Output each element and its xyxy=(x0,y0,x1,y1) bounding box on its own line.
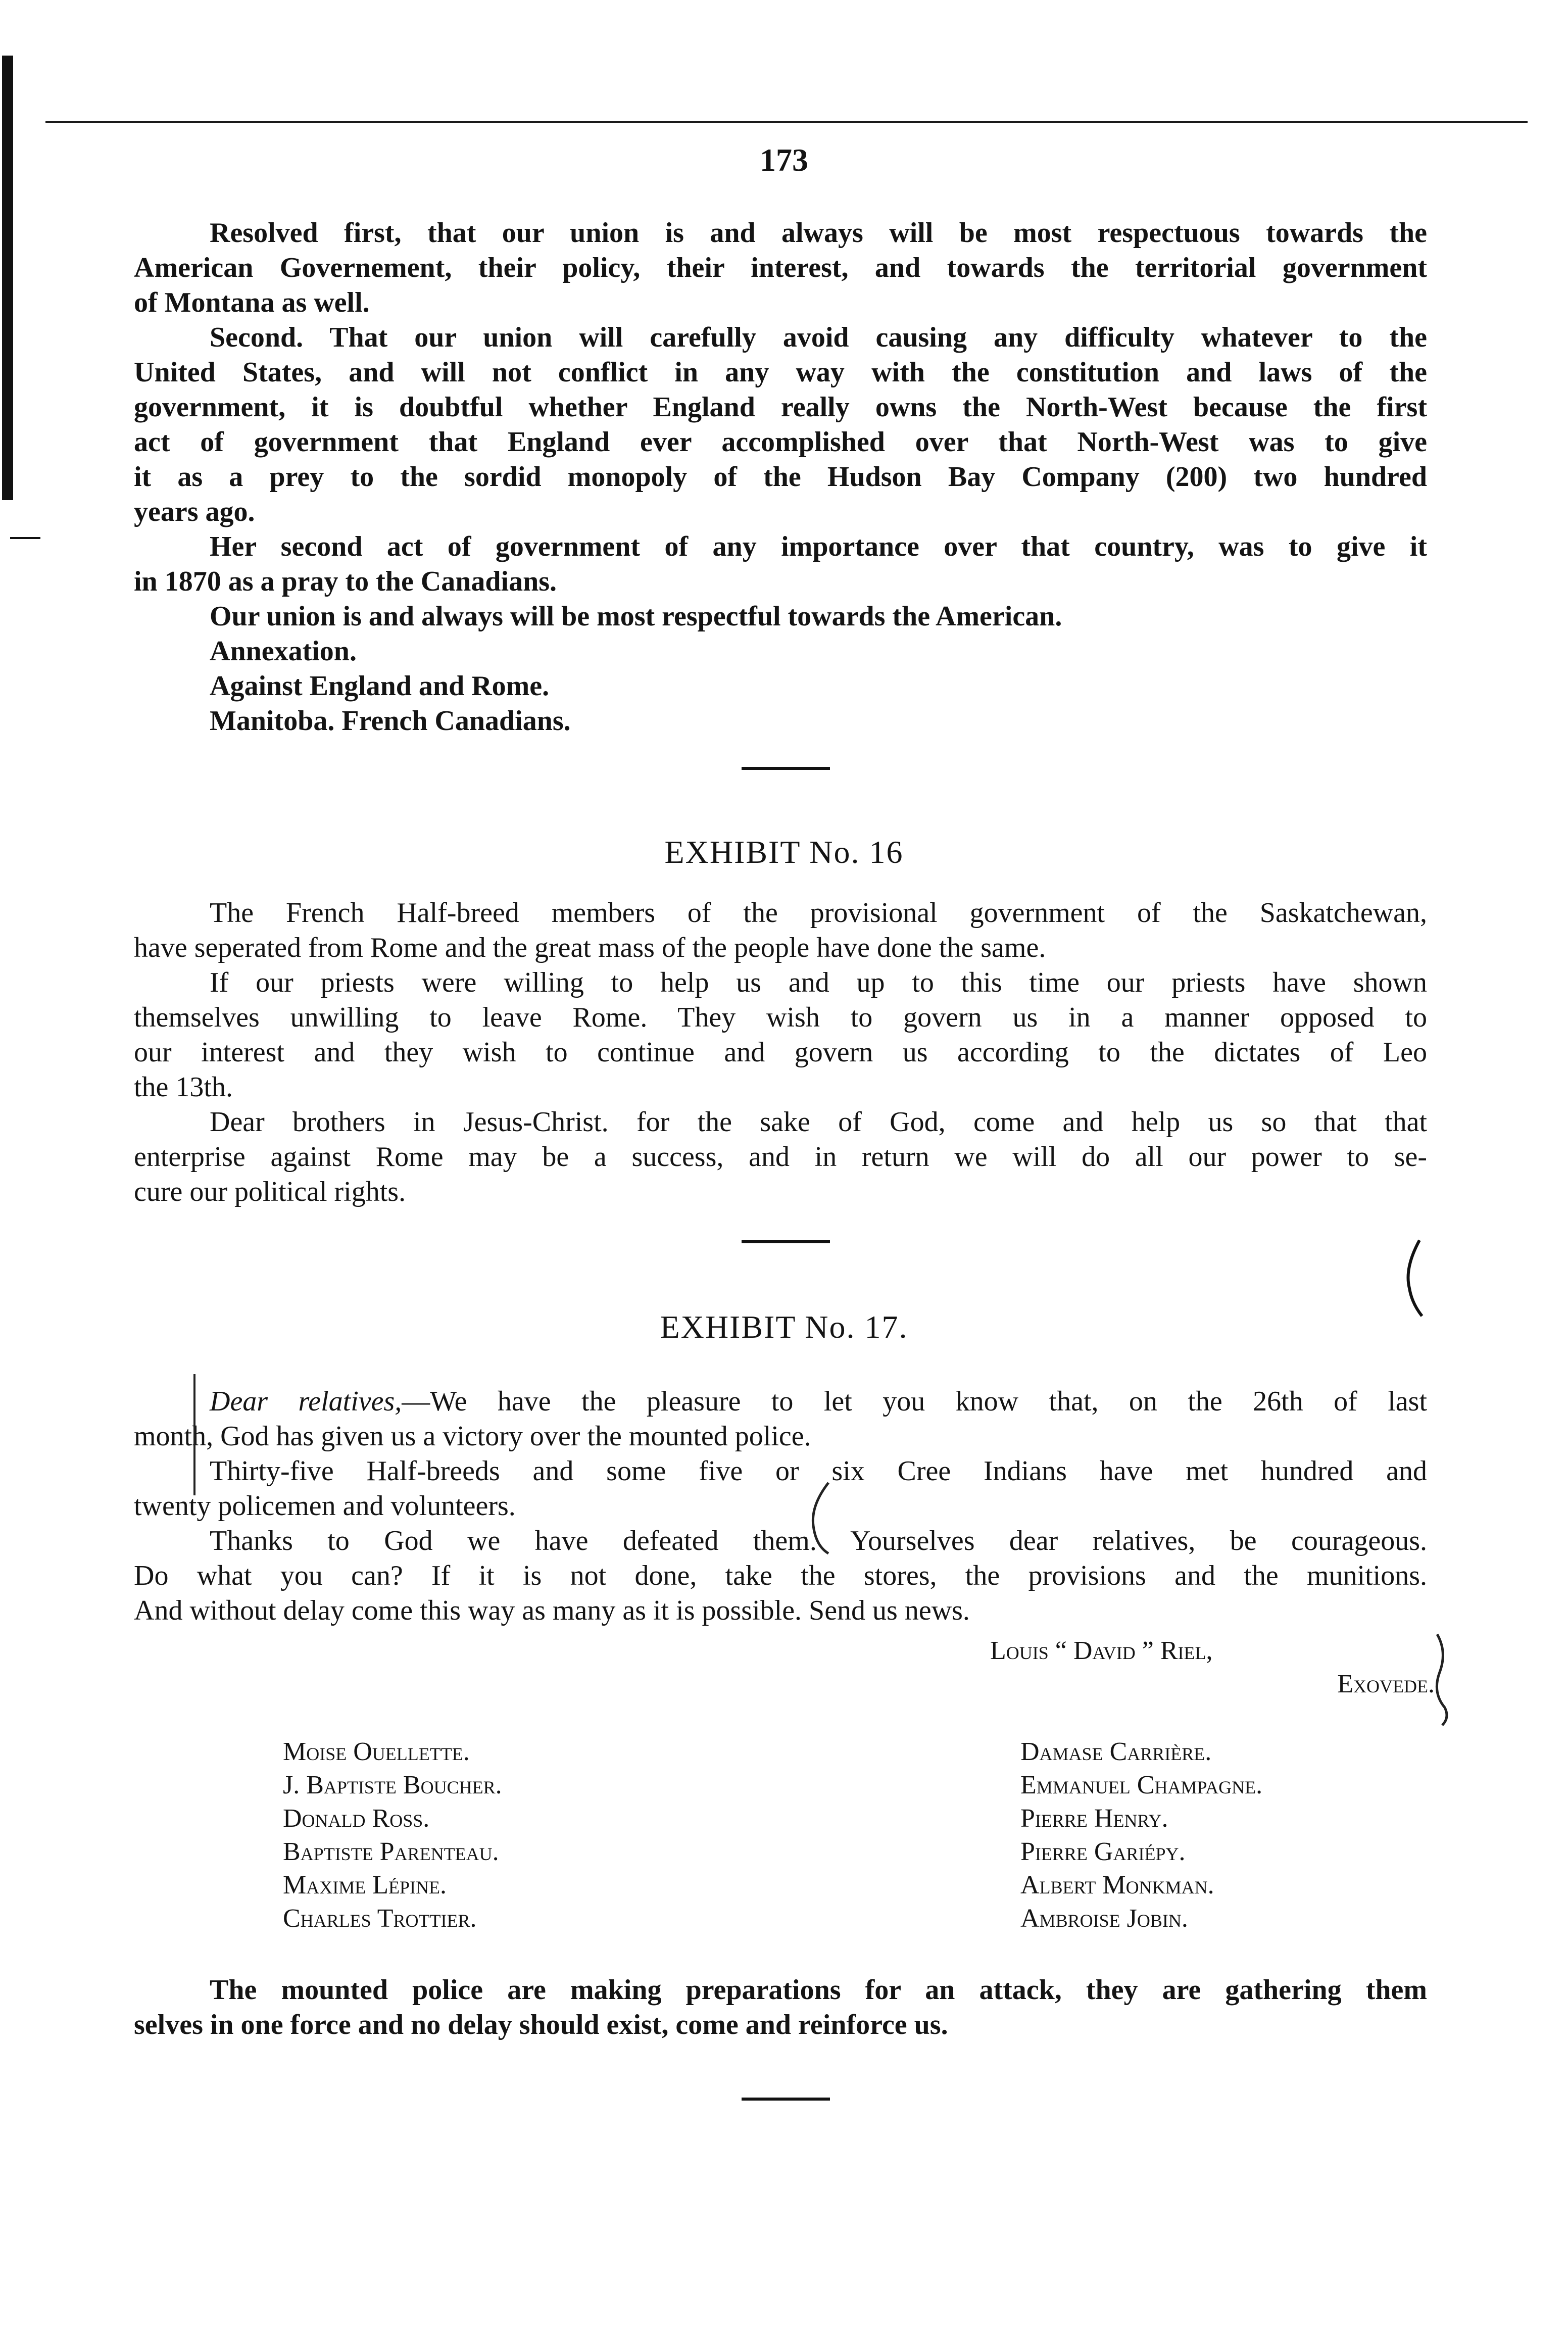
exhibit-16-heading: EXHIBIT No. 16 xyxy=(664,834,904,870)
text-line: act of government that England ever accomplished over that North-West was to give xyxy=(134,426,1427,458)
exhibit-17-paragraph-1 xyxy=(134,1384,1427,1454)
text-line: Against England and Rome. xyxy=(210,670,550,702)
margin-bracket-mark xyxy=(1399,1238,1430,1319)
text-line: And without delay come this way as many as it is possible. Send us news. xyxy=(134,1595,970,1626)
text-line: twenty policemen and volunteers. xyxy=(134,1490,516,1522)
section-rule xyxy=(742,2098,830,2101)
text-line: in 1870 as a pray to the Canadians. xyxy=(134,566,557,597)
exhibit-16-paragraph-2 xyxy=(134,965,1427,1105)
text-line: our interest and they wish to continue and govern us according to the dictates of Leo xyxy=(134,1037,1427,1068)
resolution-short-lines xyxy=(134,599,1427,739)
signatory: Ambroise Jobin. xyxy=(1020,1904,1188,1933)
margin-line-mark xyxy=(189,1374,200,1495)
signatory: Charles Trottier. xyxy=(283,1904,477,1933)
signatory: Pierre Henry. xyxy=(1020,1804,1168,1833)
text-line: Our union is and always will be most respectful towards the American. xyxy=(210,601,1062,632)
text-line: selves in one force and no delay should exist, come and reinforce us. xyxy=(134,2009,948,2040)
text-line: enterprise against Rome may be a success, and in return we will do all our power to se- xyxy=(134,1141,1427,1173)
section-rule xyxy=(742,1240,830,1243)
text-line: Dear brothers in Jesus-Christ. for the sake of God, come and help us so that that xyxy=(210,1106,1427,1138)
signatory: Donald Ross. xyxy=(283,1804,430,1833)
text-line: The French Half-breed members of the provisional government of the Saskatchewan, xyxy=(210,897,1427,929)
text-line: United States, and will not conflict in any way with the constitution and laws of the xyxy=(134,357,1427,388)
signatory: Moise Ouellette. xyxy=(283,1737,470,1766)
exhibit-17-paragraph-2 xyxy=(134,1454,1427,1524)
text-line: Thanks to God we have defeated them. Yourselves dear relatives, be courageous. xyxy=(210,1525,1427,1556)
signatory: Baptiste Parenteau. xyxy=(283,1837,499,1866)
page-top-rule xyxy=(45,121,1528,123)
text-line: it as a prey to the sordid monopoly of the Hudson Bay Company (200) two hundred xyxy=(134,461,1427,493)
text-line: Resolved first, that our union is and always will be most respectuous towards the xyxy=(210,217,1427,249)
right-signatories xyxy=(1020,1735,1262,1935)
text-line: years ago. xyxy=(134,496,255,527)
exhibit-17-paragraph-3 xyxy=(134,1524,1427,1628)
text-line: The mounted police are making preparations for an attack, they are gathering them xyxy=(210,1974,1427,2006)
salutation: Dear relatives, xyxy=(210,1386,402,1417)
signatory: J. Baptiste Boucher. xyxy=(283,1771,502,1799)
text-line: themselves unwilling to leave Rome. They wish to govern us in a manner opposed to xyxy=(134,1002,1427,1033)
signatory: Emmanuel Champagne. xyxy=(1020,1771,1263,1799)
signatory: Maxime Lépine. xyxy=(283,1871,447,1900)
exhibit-16-paragraph-3 xyxy=(134,1105,1427,1209)
text-line: month, God has given us a victory over the mounted police. xyxy=(134,1421,811,1452)
text-line: Thirty-five Half-breeds and some five or six Cree Indians have met hundred and xyxy=(210,1455,1427,1487)
text-line: American Governement, their policy, their interest, and towards the territorial government xyxy=(134,252,1427,283)
exhibit-17-heading: EXHIBIT No. 17. xyxy=(660,1309,908,1345)
text-line: If our priests were willing to help us and up to this time our priests have shown xyxy=(210,967,1427,998)
left-signatories xyxy=(283,1735,502,1935)
text-line: have seperated from Rome and the great mass of the people have done the same. xyxy=(134,932,1046,963)
exhibit-16-paragraph-1 xyxy=(134,896,1427,965)
signer-block xyxy=(990,1634,1435,1701)
resolution-second xyxy=(134,320,1427,529)
text-line: Annexation. xyxy=(210,636,357,667)
resolution-third xyxy=(134,529,1427,599)
text-line: Second. That our union will carefully avoid causing any difficulty whatever to the xyxy=(210,322,1427,353)
section-rule xyxy=(742,767,830,770)
page-number: 173 xyxy=(760,142,808,178)
resolution-first xyxy=(134,216,1427,320)
text-line: Do what you can? If it is not done, take the stores, the provisions and the munitions. xyxy=(134,1560,1427,1591)
signatory: Pierre Gariépy. xyxy=(1020,1837,1186,1866)
signer-title: Exovede. xyxy=(1337,1670,1435,1698)
text-line: government, it is doubtful whether England really owns the North-West because the first xyxy=(134,392,1427,423)
text-line: cure our political rights. xyxy=(134,1176,406,1207)
text-line-rest: —We have the pleasure to let you know that, on the 26th of last xyxy=(402,1386,1427,1417)
signer-name: Louis “ David ” Riel, xyxy=(990,1636,1213,1665)
text-line: Manitoba. French Canadians. xyxy=(210,705,571,737)
signatory: Albert Monkman. xyxy=(1020,1871,1214,1900)
handwritten-bracket-mark xyxy=(803,1480,834,1556)
signatory: Damase Carrière. xyxy=(1020,1737,1212,1766)
scan-edge-bar xyxy=(2,56,13,500)
signature-flourish-mark xyxy=(1427,1632,1457,1728)
text-line: the 13th. xyxy=(134,1072,233,1103)
postscript xyxy=(134,1973,1427,2042)
text-line xyxy=(134,1384,1427,1419)
text-line: Her second act of government of any importance over that country, was to give it xyxy=(210,531,1427,562)
margin-dash xyxy=(10,537,40,539)
text-line: of Montana as well. xyxy=(134,287,370,318)
